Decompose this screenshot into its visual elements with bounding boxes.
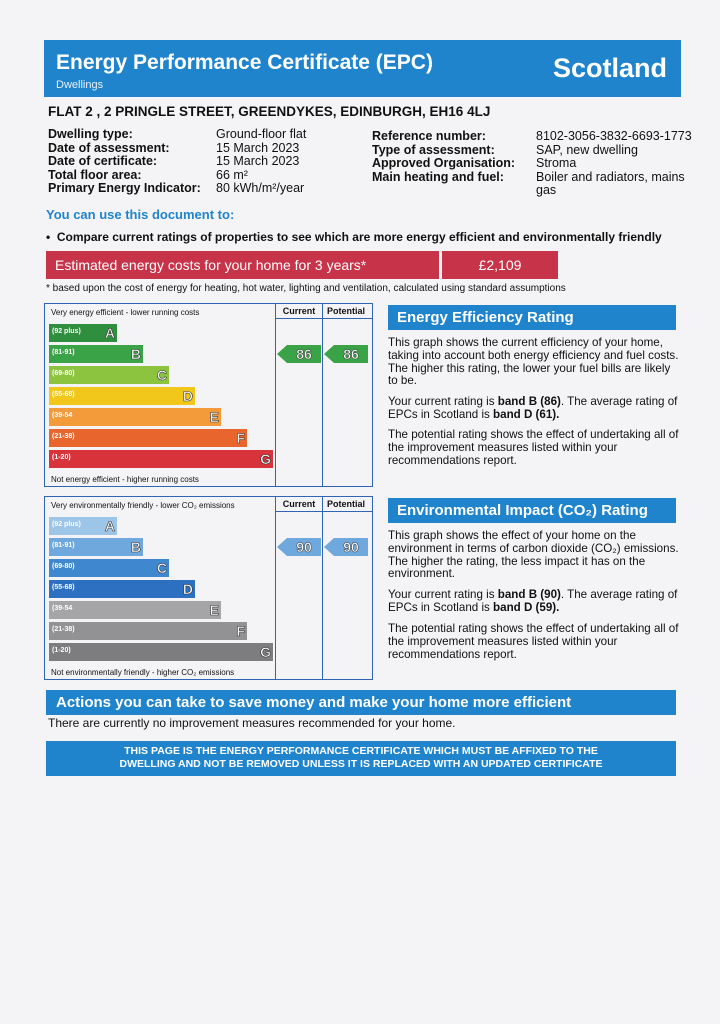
rating-band-c [49, 559, 169, 577]
floor-area-label: Total floor area: [48, 167, 142, 182]
rating-band-e [49, 408, 221, 426]
rating-band-g [49, 643, 273, 661]
rating-band-c [49, 366, 169, 384]
band-letter: F [236, 623, 245, 639]
potential-rating-value: 86 [343, 346, 359, 362]
certificate-date-value: 15 March 2023 [216, 154, 300, 169]
eer-rating-text: Your current rating is [388, 395, 498, 408]
potential-rating-value: 90 [343, 539, 359, 555]
band-letter: E [209, 409, 219, 425]
band-range: (92 plus) [52, 521, 81, 528]
rating-band-b [49, 538, 143, 556]
use-bullet-text: Compare current ratings of properties to see which are more energy efficient and environmentally friendly [56, 230, 662, 244]
band-letter: B [130, 539, 141, 555]
certificate-date-label: Date of certificate: [48, 154, 158, 169]
energy-cost-value: £2,109 [442, 251, 558, 279]
band-range: (21-38) [52, 626, 75, 633]
band-range: (1-20) [52, 647, 71, 654]
band-range: (1-20) [52, 454, 71, 461]
rating-band-d [49, 580, 195, 598]
approved-org-value: Stroma [536, 156, 577, 171]
band-range: (81-91) [52, 542, 75, 549]
details-left-labels [48, 128, 208, 196]
band-letter: E [209, 602, 219, 618]
band-letter: F [236, 430, 245, 446]
eir-paragraph-2 [388, 589, 680, 615]
potential-column-header: Potential [326, 306, 365, 316]
band-range: (55-68) [52, 391, 75, 398]
approved-org-label: Approved Organisation: [372, 156, 516, 171]
actions-text: There are currently no improvement measures recommended for your home. [48, 716, 456, 730]
footer-line-1: THIS PAGE IS THE ENERGY PERFORMANCE CERTIFICATE WHICH MUST BE AFFIXED TO THE [124, 745, 598, 757]
assessment-date-value: 15 March 2023 [216, 140, 300, 155]
chart-top-label: Very environmentally friendly - lower CO₂ emissions [51, 501, 235, 510]
eer-paragraph-3: The potential rating shows the effect of undertaking all of the improvement measures listed within your recommendations report. [388, 428, 679, 467]
heating-fuel-label: Main heating and fuel: [372, 169, 504, 184]
band-range: (39-54 [52, 605, 73, 612]
band-letter: A [104, 518, 115, 534]
current-rating-marker [277, 345, 321, 363]
chart-bottom-label: Not environmentally friendly - higher CO₂ emissions [51, 668, 235, 677]
actions-heading: Actions you can take to save money and make your home more efficient [46, 690, 676, 715]
primary-energy-value: 80 kWh/m²/year [216, 181, 305, 196]
details-right-labels [372, 130, 532, 184]
column-header-divider [275, 511, 372, 512]
dwelling-type-value: Ground-floor flat [216, 127, 307, 141]
footer-notice [46, 741, 676, 776]
current-rating-value: 90 [296, 539, 312, 555]
rating-band-b [49, 345, 143, 363]
eir-average-text: . The average rating of EPCs in Scotland is [388, 588, 678, 614]
band-letter: D [182, 388, 193, 404]
band-letter: D [182, 581, 193, 597]
property-address: FLAT 2 , 2 PRINGLE STREET, GREENDYKES, EDINBURGH, EH16 4LJ [48, 104, 491, 119]
band-letter: B [130, 346, 141, 362]
eir-rating-text: Your current rating is [388, 588, 498, 601]
heating-fuel-value: Boiler and radiators, mains gas [536, 169, 685, 198]
energy-efficiency-heading: Energy Efficiency Rating [388, 305, 676, 330]
use-document-heading: You can use this document to: [46, 207, 235, 222]
eir-paragraph-3: The potential rating shows the effect of undertaking all of the improvement measures listed within your recommendations report. [388, 622, 679, 661]
use-bullet [46, 230, 662, 244]
rating-band-d [49, 387, 195, 405]
band-letter: G [260, 644, 271, 660]
header-banner [44, 40, 681, 97]
band-letter: G [260, 451, 271, 467]
current-column-header: Current [282, 306, 316, 316]
current-column-header: Current [282, 499, 316, 509]
eir-paragraph-1: This graph shows the effect of your home on the environment in terms of carbon dioxide (CO₂) emissions. The higher the rating, the less impact it has on the environment. [388, 529, 679, 581]
band-letter: C [156, 560, 167, 576]
potential-rating-marker [324, 538, 368, 556]
eer-paragraph-2 [388, 396, 680, 422]
region-label: Scotland [552, 53, 667, 83]
bullet-icon: • [46, 230, 57, 244]
primary-energy-label: Primary Energy Indicator: [48, 181, 201, 196]
band-range: (69-80) [52, 563, 75, 570]
band-range: (81-91) [52, 349, 75, 356]
assessment-date-label: Date of assessment: [48, 140, 170, 155]
current-rating-value: 86 [296, 346, 312, 362]
eer-average-band: band D (61). [493, 407, 560, 421]
potential-rating-marker [324, 345, 368, 363]
environmental-impact-heading: Environmental Impact (CO₂) Rating [388, 498, 676, 523]
assessment-type-value: SAP, new dwelling [536, 142, 638, 157]
eer-paragraph-1: This graph shows the current efficiency of your home, taking into account both energy efficiency and fuel costs. The higher this rating, the lower your fuel bills are likely to be. [388, 336, 679, 388]
eir-average-band: band D (59). [493, 600, 560, 614]
reference-number-label: Reference number: [372, 129, 486, 143]
cost-footnote: * based upon the cost of energy for heating, hot water, lighting and ventilation, calculated using standard assumptions [46, 283, 566, 294]
band-range: (55-68) [52, 584, 75, 591]
band-letter: A [104, 325, 115, 341]
column-header-divider [275, 318, 372, 319]
details-left-values [216, 128, 366, 196]
rating-band-a [49, 517, 117, 535]
band-letter: C [156, 367, 167, 383]
energy-efficiency-chart [44, 303, 373, 487]
potential-column-divider [322, 304, 323, 486]
rating-band-g [49, 450, 273, 468]
potential-column-header: Potential [326, 499, 365, 509]
chart-bottom-label: Not energy efficient - higher running costs [51, 475, 199, 484]
rating-band-f [49, 622, 247, 640]
assessment-type-label: Type of assessment: [372, 142, 495, 157]
band-range: (39-54 [52, 412, 73, 419]
current-column-divider [275, 497, 276, 679]
current-rating-marker [277, 538, 321, 556]
reference-number-value: 8102-3056-3832-6693-1773 [536, 129, 692, 143]
energy-cost-label: Estimated energy costs for your home for 3 years* [46, 251, 439, 279]
current-column-divider [275, 304, 276, 486]
band-range: (69-80) [52, 370, 75, 377]
details-right-values [536, 130, 696, 198]
potential-column-divider [322, 497, 323, 679]
dwelling-type-label: Dwelling type: [48, 127, 133, 141]
rating-band-e [49, 601, 221, 619]
eer-current-band: band B (86) [497, 395, 561, 408]
chart-top-label: Very energy efficient - lower running costs [51, 308, 200, 317]
certificate-title: Energy Performance Certificate (EPC) [56, 51, 433, 74]
eer-average-text: . The average rating of EPCs in Scotland is [388, 395, 678, 421]
floor-area-value: 66 m² [216, 167, 248, 182]
band-range: (21-38) [52, 433, 75, 440]
environmental-impact-chart [44, 496, 373, 680]
rating-band-a [49, 324, 117, 342]
band-range: (92 plus) [52, 328, 81, 335]
eir-current-band: band B (90) [497, 588, 561, 601]
rating-band-f [49, 429, 247, 447]
footer-line-2: DWELLING AND NOT BE REMOVED UNLESS IT IS REPLACED WITH AN UPDATED CERTIFICATE [119, 758, 603, 770]
certificate-subtitle: Dwellings [56, 79, 104, 91]
